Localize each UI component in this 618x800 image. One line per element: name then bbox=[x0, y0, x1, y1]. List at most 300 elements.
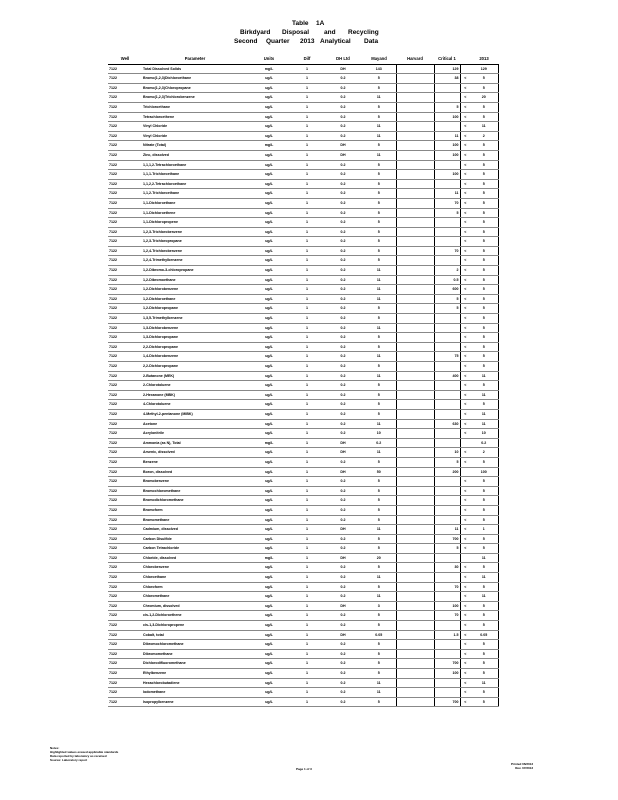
cell-dilution: 1 bbox=[290, 573, 324, 583]
cell-result: 5 bbox=[470, 640, 498, 650]
cell-parameter: 2-Butanone (MEK) bbox=[142, 371, 248, 381]
cell-qualifier: < bbox=[460, 505, 470, 515]
cell-qualifier: < bbox=[460, 294, 470, 304]
cell-result: 5 bbox=[470, 256, 498, 266]
cell-harvard bbox=[396, 141, 434, 151]
cell-limit: DH bbox=[324, 525, 362, 535]
cell-mayand: 5 bbox=[362, 611, 396, 621]
title-word: Data bbox=[364, 38, 379, 45]
cell-harvard bbox=[396, 208, 434, 218]
table-row bbox=[108, 630, 498, 640]
cell-dilution: 1 bbox=[290, 314, 324, 324]
cell-dilution: 1 bbox=[290, 553, 324, 563]
cell-critical: 10 bbox=[434, 448, 460, 458]
cell-result: 5 bbox=[470, 246, 498, 256]
cell-mayand: 50 bbox=[362, 467, 396, 477]
cell-result: 5 bbox=[470, 304, 498, 314]
cell-dilution: 1 bbox=[290, 208, 324, 218]
cell-qualifier: < bbox=[460, 697, 470, 707]
table-row bbox=[108, 525, 498, 535]
cell-qualifier: < bbox=[460, 669, 470, 679]
cell-dilution: 1 bbox=[290, 381, 324, 391]
cell-qualifier: < bbox=[460, 285, 470, 295]
cell-harvard bbox=[396, 122, 434, 132]
page-number: Page 1 of 3 bbox=[296, 767, 312, 771]
cell-harvard bbox=[396, 74, 434, 84]
table-row bbox=[108, 515, 498, 525]
cell-harvard bbox=[396, 659, 434, 669]
cell-well: 7122 bbox=[108, 457, 142, 467]
cell-units: ug/L bbox=[248, 333, 290, 343]
cell-qualifier bbox=[460, 438, 470, 448]
cell-harvard bbox=[396, 102, 434, 112]
cell-result: 5 bbox=[470, 697, 498, 707]
cell-dilution: 1 bbox=[290, 189, 324, 199]
cell-result: 5 bbox=[470, 486, 498, 496]
cell-mayand: 5 bbox=[362, 649, 396, 659]
cell-harvard bbox=[396, 218, 434, 228]
cell-well: 7122 bbox=[108, 246, 142, 256]
cell-dilution: 1 bbox=[290, 429, 324, 439]
cell-harvard bbox=[396, 246, 434, 256]
cell-well: 7122 bbox=[108, 160, 142, 170]
cell-limit: 0.2 bbox=[324, 486, 362, 496]
cell-limit: 0.2 bbox=[324, 179, 362, 189]
cell-harvard bbox=[396, 611, 434, 621]
table-row bbox=[108, 592, 498, 602]
cell-harvard bbox=[396, 582, 434, 592]
cell-qualifier: < bbox=[460, 122, 470, 132]
column-header: Mayand bbox=[362, 55, 396, 64]
table-row bbox=[108, 496, 498, 506]
cell-dilution: 1 bbox=[290, 246, 324, 256]
cell-critical: 0.5 bbox=[434, 275, 460, 285]
cell-qualifier: < bbox=[460, 352, 470, 362]
cell-critical bbox=[434, 160, 460, 170]
cell-limit: 0.2 bbox=[324, 323, 362, 333]
cell-harvard bbox=[396, 160, 434, 170]
table-row bbox=[108, 649, 498, 659]
cell-qualifier: < bbox=[460, 150, 470, 160]
cell-qualifier: < bbox=[460, 371, 470, 381]
cell-well: 7122 bbox=[108, 409, 142, 419]
cell-mayand: 11 bbox=[362, 688, 396, 698]
table-row bbox=[108, 419, 498, 429]
table-row bbox=[108, 544, 498, 554]
cell-harvard bbox=[396, 419, 434, 429]
cell-well: 7122 bbox=[108, 573, 142, 583]
cell-critical bbox=[434, 237, 460, 247]
cell-critical: 70 bbox=[434, 198, 460, 208]
cell-parameter: Acrylonitrile bbox=[142, 429, 248, 439]
cell-parameter: Zinc, dissolved bbox=[142, 150, 248, 160]
cell-critical bbox=[434, 409, 460, 419]
cell-limit: DH bbox=[324, 601, 362, 611]
cell-result: 5 bbox=[470, 457, 498, 467]
cell-parameter: 1,3,5-Trimethylbenzene bbox=[142, 314, 248, 324]
cell-harvard bbox=[396, 649, 434, 659]
cell-units: ug/L bbox=[248, 371, 290, 381]
cell-result: 5 bbox=[470, 352, 498, 362]
cell-limit: 0.2 bbox=[324, 611, 362, 621]
cell-limit: 0.2 bbox=[324, 573, 362, 583]
cell-parameter: Cadmium, dissolved bbox=[142, 525, 248, 535]
cell-mayand: 11 bbox=[362, 678, 396, 688]
cell-result: 5 bbox=[470, 285, 498, 295]
cell-well: 7122 bbox=[108, 582, 142, 592]
cell-well: 7122 bbox=[108, 179, 142, 189]
cell-critical: 630 bbox=[434, 419, 460, 429]
cell-critical: 38 bbox=[434, 74, 460, 84]
cell-dilution: 1 bbox=[290, 419, 324, 429]
cell-units: ug/L bbox=[248, 362, 290, 372]
cell-units: ug/L bbox=[248, 640, 290, 650]
cell-qualifier: < bbox=[460, 678, 470, 688]
footer-note: Notes: bbox=[50, 746, 60, 750]
cell-harvard bbox=[396, 601, 434, 611]
cell-units: ug/L bbox=[248, 409, 290, 419]
column-header: Dilf bbox=[290, 55, 324, 64]
cell-critical bbox=[434, 256, 460, 266]
cell-parameter: Chromium, dissolved bbox=[142, 601, 248, 611]
cell-result: 10 bbox=[470, 429, 498, 439]
cell-limit: 0.2 bbox=[324, 371, 362, 381]
cell-dilution: 1 bbox=[290, 611, 324, 621]
cell-well: 7122 bbox=[108, 64, 142, 74]
column-header: 2013 bbox=[470, 55, 498, 64]
cell-qualifier: < bbox=[460, 131, 470, 141]
cell-parameter: 4-Methyl-2-pentanone (MIBK) bbox=[142, 409, 248, 419]
cell-result: 5 bbox=[470, 74, 498, 84]
cell-well: 7122 bbox=[108, 150, 142, 160]
table-row bbox=[108, 697, 498, 707]
cell-harvard bbox=[396, 477, 434, 487]
cell-parameter: 1,1-Dichloropropene bbox=[142, 218, 248, 228]
cell-harvard bbox=[396, 362, 434, 372]
cell-mayand: 11 bbox=[362, 131, 396, 141]
cell-qualifier: < bbox=[460, 390, 470, 400]
table-row bbox=[108, 160, 498, 170]
cell-dilution: 1 bbox=[290, 150, 324, 160]
cell-parameter: 1,2-Dichlorobenzene bbox=[142, 285, 248, 295]
cell-dilution: 1 bbox=[290, 544, 324, 554]
cell-parameter: Bromo(1,2,3)Dichloroethane bbox=[142, 74, 248, 84]
cell-dilution: 1 bbox=[290, 669, 324, 679]
cell-critical: 100 bbox=[434, 669, 460, 679]
cell-qualifier: < bbox=[460, 256, 470, 266]
cell-critical bbox=[434, 621, 460, 631]
cell-parameter: Vinyl Chloride bbox=[142, 122, 248, 132]
cell-parameter: Isopropylbenzene bbox=[142, 697, 248, 707]
cell-units: ug/L bbox=[248, 669, 290, 679]
table-row bbox=[108, 198, 498, 208]
cell-mayand: 11 bbox=[362, 419, 396, 429]
cell-result: 5 bbox=[470, 669, 498, 679]
cell-units: ug/L bbox=[248, 419, 290, 429]
cell-critical: 400 bbox=[434, 371, 460, 381]
cell-critical: 11 bbox=[434, 131, 460, 141]
cell-result: 5 bbox=[470, 275, 498, 285]
cell-limit: 0.2 bbox=[324, 457, 362, 467]
cell-result: 11 bbox=[470, 678, 498, 688]
cell-mayand: 5 bbox=[362, 563, 396, 573]
cell-units: ug/L bbox=[248, 352, 290, 362]
table-row bbox=[108, 467, 498, 477]
cell-critical: 75 bbox=[434, 352, 460, 362]
cell-harvard bbox=[396, 505, 434, 515]
table-row bbox=[108, 429, 498, 439]
cell-qualifier: < bbox=[460, 160, 470, 170]
cell-units: ug/L bbox=[248, 275, 290, 285]
cell-harvard bbox=[396, 678, 434, 688]
cell-result: 5 bbox=[470, 534, 498, 544]
table-row bbox=[108, 611, 498, 621]
cell-result: 5 bbox=[470, 381, 498, 391]
cell-limit: 0.2 bbox=[324, 93, 362, 103]
cell-harvard bbox=[396, 467, 434, 477]
cell-harvard bbox=[396, 275, 434, 285]
cell-result: 5 bbox=[470, 112, 498, 122]
cell-parameter: 2,2-Dichloropropane bbox=[142, 342, 248, 352]
cell-limit: 0.2 bbox=[324, 477, 362, 487]
cell-harvard bbox=[396, 640, 434, 650]
cell-harvard bbox=[396, 266, 434, 276]
cell-critical bbox=[434, 477, 460, 487]
cell-mayand: 5 bbox=[362, 179, 396, 189]
cell-limit: 0.2 bbox=[324, 563, 362, 573]
cell-qualifier bbox=[460, 467, 470, 477]
cell-parameter: 1,2-Dichloropropane bbox=[142, 304, 248, 314]
cell-result: 11 bbox=[470, 553, 498, 563]
table-row bbox=[108, 448, 498, 458]
cell-limit: 0.2 bbox=[324, 505, 362, 515]
cell-critical: 70 bbox=[434, 611, 460, 621]
cell-mayand: 5 bbox=[362, 170, 396, 180]
cell-units: ug/L bbox=[248, 496, 290, 506]
cell-critical: 30 bbox=[434, 563, 460, 573]
cell-parameter: Acetone bbox=[142, 419, 248, 429]
analytical-data-table bbox=[108, 55, 499, 707]
cell-well: 7122 bbox=[108, 659, 142, 669]
cell-limit: 0.2 bbox=[324, 381, 362, 391]
cell-qualifier: < bbox=[460, 409, 470, 419]
title-word: 2013 bbox=[300, 38, 315, 45]
cell-result: 11 bbox=[470, 592, 498, 602]
column-header: Harvard bbox=[396, 55, 434, 64]
cell-critical bbox=[434, 496, 460, 506]
cell-qualifier: < bbox=[460, 189, 470, 199]
cell-well: 7122 bbox=[108, 294, 142, 304]
cell-critical bbox=[434, 83, 460, 93]
cell-limit: 0.2 bbox=[324, 160, 362, 170]
cell-units: ug/L bbox=[248, 266, 290, 276]
cell-result: 20 bbox=[470, 93, 498, 103]
cell-limit: 0.2 bbox=[324, 83, 362, 93]
cell-critical: 5 bbox=[434, 294, 460, 304]
cell-parameter: 1,1,2-Trichloroethane bbox=[142, 189, 248, 199]
cell-mayand: 5 bbox=[362, 342, 396, 352]
cell-critical: 100 bbox=[434, 601, 460, 611]
cell-limit: 0.2 bbox=[324, 534, 362, 544]
table-row bbox=[108, 179, 498, 189]
cell-harvard bbox=[396, 563, 434, 573]
cell-units: ug/L bbox=[248, 534, 290, 544]
cell-dilution: 1 bbox=[290, 141, 324, 151]
cell-units: ug/L bbox=[248, 314, 290, 324]
cell-result: 11 bbox=[470, 419, 498, 429]
cell-limit: 0.2 bbox=[324, 266, 362, 276]
cell-well: 7122 bbox=[108, 438, 142, 448]
cell-mayand: 5 bbox=[362, 333, 396, 343]
cell-qualifier: < bbox=[460, 93, 470, 103]
cell-mayand: 11 bbox=[362, 122, 396, 132]
cell-dilution: 1 bbox=[290, 304, 324, 314]
cell-critical bbox=[434, 333, 460, 343]
cell-dilution: 1 bbox=[290, 179, 324, 189]
cell-dilution: 1 bbox=[290, 477, 324, 487]
cell-parameter: Chloroform bbox=[142, 582, 248, 592]
cell-mayand: 5 bbox=[362, 218, 396, 228]
cell-well: 7122 bbox=[108, 122, 142, 132]
table-row bbox=[108, 141, 498, 151]
cell-result: 2 bbox=[470, 131, 498, 141]
cell-qualifier: < bbox=[460, 112, 470, 122]
cell-units: ug/L bbox=[248, 381, 290, 391]
cell-well: 7122 bbox=[108, 390, 142, 400]
cell-result: 5 bbox=[470, 601, 498, 611]
cell-well: 7122 bbox=[108, 563, 142, 573]
cell-dilution: 1 bbox=[290, 333, 324, 343]
cell-well: 7122 bbox=[108, 189, 142, 199]
cell-limit: 0.2 bbox=[324, 659, 362, 669]
cell-harvard bbox=[396, 409, 434, 419]
table-row bbox=[108, 218, 498, 228]
cell-limit: DH bbox=[324, 448, 362, 458]
cell-harvard bbox=[396, 697, 434, 707]
cell-limit: 0.2 bbox=[324, 122, 362, 132]
cell-result: 5 bbox=[470, 314, 498, 324]
cell-well: 7122 bbox=[108, 342, 142, 352]
cell-harvard bbox=[396, 304, 434, 314]
cell-dilution: 1 bbox=[290, 352, 324, 362]
cell-qualifier: < bbox=[460, 198, 470, 208]
table-row bbox=[108, 659, 498, 669]
cell-limit: DH bbox=[324, 553, 362, 563]
cell-dilution: 1 bbox=[290, 486, 324, 496]
table-row bbox=[108, 477, 498, 487]
cell-qualifier: < bbox=[460, 611, 470, 621]
cell-critical bbox=[434, 362, 460, 372]
cell-harvard bbox=[396, 93, 434, 103]
cell-critical bbox=[434, 342, 460, 352]
table-row bbox=[108, 237, 498, 247]
cell-units: ug/L bbox=[248, 237, 290, 247]
table-row bbox=[108, 102, 498, 112]
table-row bbox=[108, 256, 498, 266]
cell-units: ug/L bbox=[248, 611, 290, 621]
cell-harvard bbox=[396, 381, 434, 391]
cell-harvard bbox=[396, 438, 434, 448]
cell-well: 7122 bbox=[108, 83, 142, 93]
table-row bbox=[108, 304, 498, 314]
cell-harvard bbox=[396, 112, 434, 122]
cell-dilution: 1 bbox=[290, 275, 324, 285]
cell-dilution: 1 bbox=[290, 294, 324, 304]
cell-units: ug/L bbox=[248, 688, 290, 698]
cell-critical: 100 bbox=[434, 170, 460, 180]
cell-critical bbox=[434, 218, 460, 228]
table-row bbox=[108, 553, 498, 563]
cell-dilution: 1 bbox=[290, 112, 324, 122]
cell-limit: 0.2 bbox=[324, 285, 362, 295]
cell-limit: DH bbox=[324, 630, 362, 640]
table-row bbox=[108, 246, 498, 256]
cell-mayand: 5 bbox=[362, 669, 396, 679]
cell-dilution: 1 bbox=[290, 534, 324, 544]
cell-units: ug/L bbox=[248, 592, 290, 602]
cell-result: 0.2 bbox=[470, 438, 498, 448]
table-row bbox=[108, 669, 498, 679]
table-row bbox=[108, 352, 498, 362]
cell-critical bbox=[434, 122, 460, 132]
cell-qualifier: < bbox=[460, 601, 470, 611]
cell-limit: 0.2 bbox=[324, 409, 362, 419]
cell-mayand: 5 bbox=[362, 160, 396, 170]
cell-units: ug/L bbox=[248, 544, 290, 554]
cell-parameter: Chloroethane bbox=[142, 573, 248, 583]
table-row bbox=[108, 371, 498, 381]
table-row bbox=[108, 74, 498, 84]
cell-limit: 0.2 bbox=[324, 275, 362, 285]
table-row bbox=[108, 170, 498, 180]
table-header-row bbox=[108, 55, 498, 64]
cell-dilution: 1 bbox=[290, 74, 324, 84]
cell-qualifier: < bbox=[460, 342, 470, 352]
cell-critical bbox=[434, 486, 460, 496]
table-row bbox=[108, 563, 498, 573]
cell-well: 7122 bbox=[108, 515, 142, 525]
cell-dilution: 1 bbox=[290, 218, 324, 228]
cell-units: ug/L bbox=[248, 83, 290, 93]
cell-result: 5 bbox=[470, 342, 498, 352]
cell-harvard bbox=[396, 486, 434, 496]
cell-parameter: 1,2-Dibromo-3-chloropropane bbox=[142, 266, 248, 276]
cell-mayand: 11 bbox=[362, 294, 396, 304]
table-row bbox=[108, 323, 498, 333]
cell-limit: 0.2 bbox=[324, 227, 362, 237]
cell-limit: 0.2 bbox=[324, 496, 362, 506]
cell-qualifier: < bbox=[460, 534, 470, 544]
cell-well: 7122 bbox=[108, 333, 142, 343]
cell-units: ug/L bbox=[248, 170, 290, 180]
table-row bbox=[108, 93, 498, 103]
cell-well: 7122 bbox=[108, 266, 142, 276]
cell-result: 5 bbox=[470, 688, 498, 698]
title-word: Quarter bbox=[266, 38, 290, 45]
cell-units: mg/L bbox=[248, 553, 290, 563]
cell-qualifier: < bbox=[460, 237, 470, 247]
cell-parameter: Arsenic, dissolved bbox=[142, 448, 248, 458]
title-word: Analytical bbox=[320, 38, 351, 45]
cell-limit: DH bbox=[324, 64, 362, 74]
cell-limit: 0.2 bbox=[324, 352, 362, 362]
cell-result: 5 bbox=[470, 198, 498, 208]
cell-harvard bbox=[396, 352, 434, 362]
cell-units: ug/L bbox=[248, 179, 290, 189]
cell-mayand: 11 bbox=[362, 275, 396, 285]
cell-parameter: Chlorobenzene bbox=[142, 563, 248, 573]
cell-result: 5 bbox=[470, 179, 498, 189]
